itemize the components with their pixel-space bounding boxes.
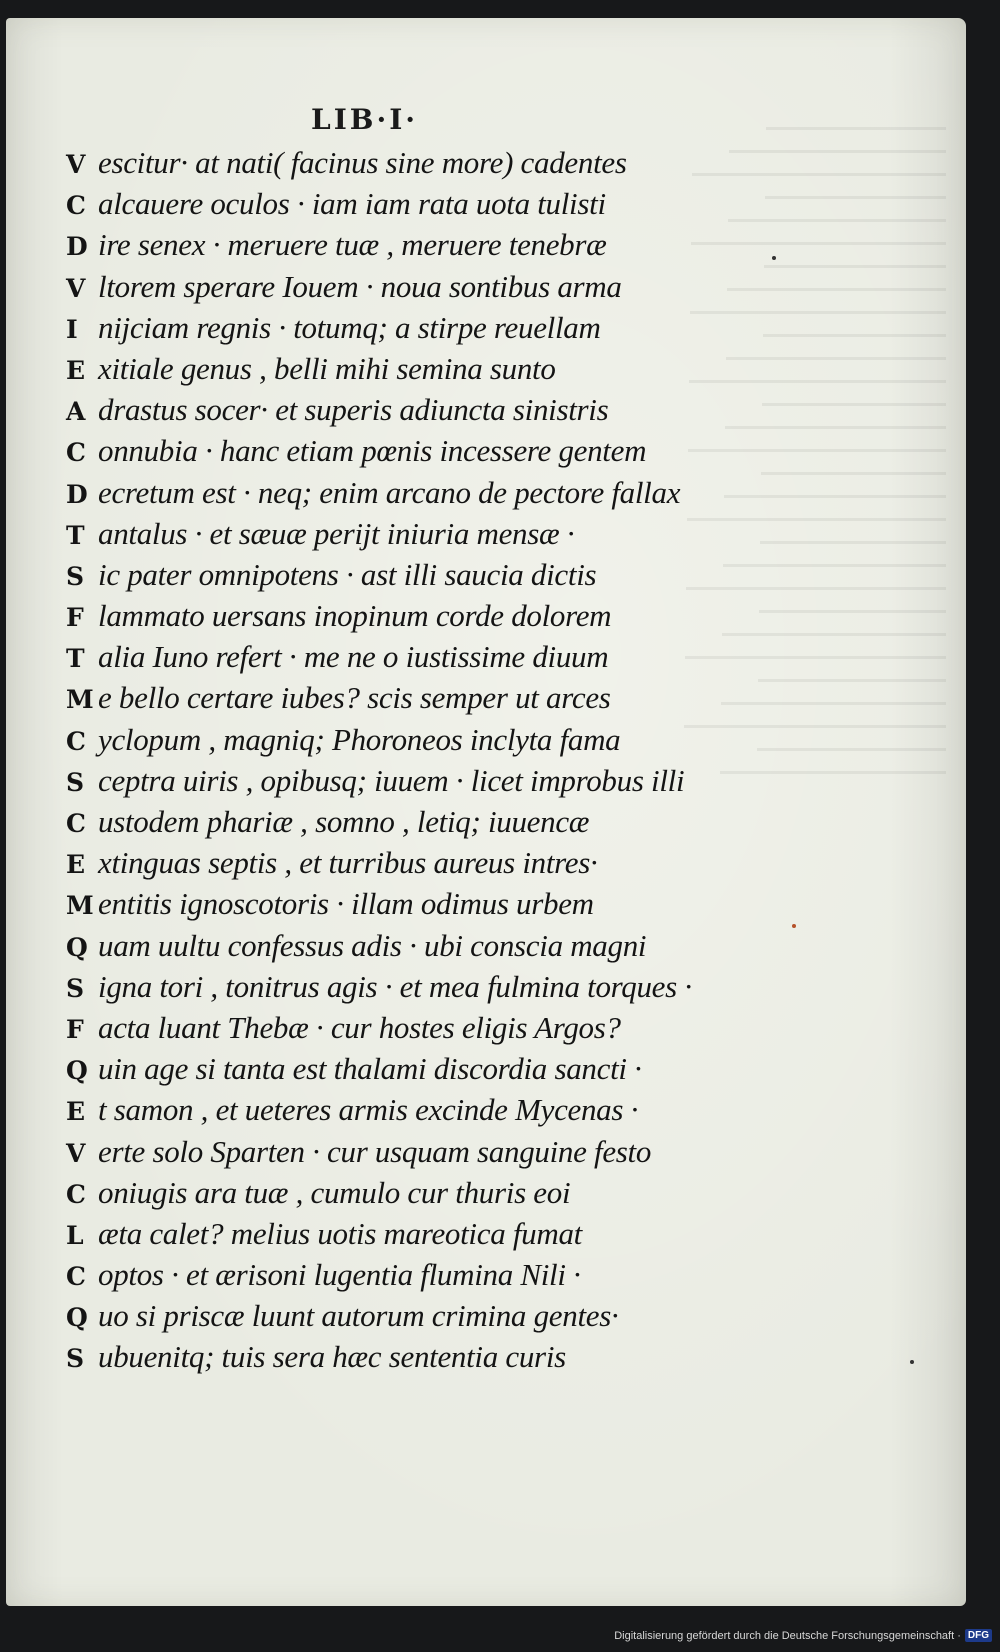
verse-line [66, 1007, 692, 1048]
show-through-line [720, 771, 946, 774]
show-through-line [721, 702, 946, 705]
verse-text: t samon , et ueteres armis excinde Mycenas · [98, 1092, 639, 1128]
verse-initial: F [66, 1014, 84, 1044]
verse-initial: C [66, 1262, 86, 1292]
show-through-line [729, 150, 946, 153]
verse-line [66, 595, 692, 636]
verse-text: lammato uersans inopinum corde dolorem [98, 598, 612, 634]
verse-initial: V [66, 1138, 86, 1168]
verse-text: drastus socer· et superis adiuncta sinistris [98, 392, 609, 428]
credit-text: Digitalisierung gefördert durch die Deutsche Forschungsgemeinschaft · [614, 1629, 961, 1642]
verse-line [66, 224, 692, 265]
verse-line [66, 142, 692, 183]
verse-text: alcauere oculos · iam iam rata uota tulisti [98, 186, 606, 222]
verse-line [66, 430, 692, 471]
show-through-line [725, 426, 946, 429]
show-through-line [685, 656, 946, 659]
show-through-line [726, 357, 946, 360]
verse-text: igna tori , tonitrus agis · et mea fulmina torques · [98, 968, 692, 1004]
ink-speck [910, 1360, 914, 1364]
verse-line [66, 1172, 692, 1213]
show-through-line [761, 472, 946, 475]
verse-text: oniugis ara tuæ , cumulo cur thuris eoi [98, 1174, 571, 1210]
verse-text: erte solo Sparten · cur usquam sanguine festo [98, 1133, 652, 1169]
verse-initial: C [66, 191, 86, 221]
page-header: LIB·I· [311, 103, 419, 136]
verse-text: æta calet? melius uotis mareotica fumat [98, 1215, 582, 1251]
show-through-line [762, 403, 946, 406]
verse-initial: C [66, 726, 86, 756]
verse-initial: Q [66, 1056, 88, 1086]
verse-line [66, 266, 692, 307]
show-through-line [689, 380, 946, 383]
show-through-line [764, 265, 946, 268]
verse-text: ltorem sperare Iouem · noua sontibus arma [98, 268, 622, 304]
verse-initial: D [66, 479, 88, 509]
verse-initial: C [66, 1179, 86, 1209]
verse-line [66, 348, 692, 389]
show-through-line [760, 541, 946, 544]
verse-line [66, 1254, 692, 1295]
verse-initial: F [66, 603, 84, 633]
verse-initial: D [66, 232, 88, 262]
show-through-line [765, 196, 946, 199]
verse-line [66, 1336, 692, 1377]
show-through-line [759, 610, 946, 613]
verse-initial: M [66, 685, 94, 715]
show-through-line [686, 587, 946, 590]
verse-line [66, 883, 692, 924]
verse-initial: E [66, 1097, 86, 1127]
verse-text: ceptra uiris , opibusq; iuuem · licet improbus illi [98, 762, 685, 798]
verse-line [66, 1213, 692, 1254]
verse-initial: E [66, 355, 86, 385]
verse-text: e bello certare iubes? scis semper ut arces [98, 680, 611, 716]
verse-line [66, 183, 692, 224]
verse-line [66, 554, 692, 595]
show-through-line [727, 288, 946, 291]
show-through-line [692, 173, 946, 176]
verse-text: xitiale genus , belli mihi semina sunto [98, 350, 556, 386]
verse-line [66, 966, 692, 1007]
verse-initial: E [66, 850, 86, 880]
show-through-line [723, 564, 946, 567]
verse-text: uin age si tanta est thalami discordia sancti · [98, 1051, 642, 1087]
book-page [6, 18, 966, 1606]
verse-text: onnubia · hanc etiam pœnis incessere gentem [98, 433, 647, 469]
verse-line [66, 1089, 692, 1130]
verse-initial: V [66, 273, 86, 303]
verse-line [66, 842, 692, 883]
verse-list [66, 142, 692, 1378]
dfg-logo: DFG [965, 1629, 992, 1642]
ink-speck [792, 924, 796, 928]
verse-line [66, 925, 692, 966]
show-through-line [766, 127, 946, 130]
verse-text: ire senex · meruere tuæ , meruere tenebræ [98, 227, 607, 263]
verse-line [66, 513, 692, 554]
verse-text: ic pater omnipotens · ast illi saucia dictis [98, 556, 597, 592]
verse-text: alia Iuno refert · me ne o iustissime diuum [98, 639, 609, 675]
verse-initial: S [66, 767, 85, 797]
verse-line [66, 1295, 692, 1336]
verse-initial: Q [66, 1303, 88, 1333]
verse-initial: S [66, 561, 85, 591]
verse-line [66, 307, 692, 348]
verse-initial: Q [66, 932, 88, 962]
verse-initial: M [66, 891, 94, 921]
verse-text: ustodem phariæ , somno , letiq; iuuencæ [98, 804, 590, 839]
verse-initial: T [66, 520, 85, 550]
show-through-line [684, 725, 946, 728]
verse-initial: C [66, 438, 86, 468]
show-through-line [690, 311, 946, 314]
verse-text: uam uultu confessus adis · ubi conscia magni [98, 927, 647, 963]
verse-line [66, 389, 692, 430]
show-through-line [722, 633, 946, 636]
show-through-line [757, 748, 946, 751]
verse-text: optos · et ærisoni lugentia flumina Nili · [98, 1257, 581, 1293]
show-through-line [691, 242, 946, 245]
show-through-line [688, 449, 946, 452]
verse-line [66, 801, 692, 842]
show-through-line [758, 679, 946, 682]
verse-text: ecretum est · neq; enim arcano de pectore fallax [98, 474, 681, 510]
verse-initial: T [66, 644, 85, 674]
verse-line [66, 719, 692, 760]
verse-initial: I [66, 314, 78, 344]
verse-text: acta luant Thebæ · cur hostes eligis Argos? [98, 1009, 621, 1045]
verse-line [66, 1131, 692, 1172]
verse-line [66, 760, 692, 801]
verse-initial: S [66, 1344, 85, 1374]
verse-text: antalus · et sæuæ perijt iniuria mensæ · [98, 515, 575, 551]
show-through-line [687, 518, 946, 521]
verse-text: yclopum , magniq; Phoroneos inclyta fama [98, 721, 621, 757]
verse-line [66, 1048, 692, 1089]
verse-text: nijciam regnis · totumq; a stirpe reuellam [98, 309, 601, 345]
ink-speck [772, 256, 776, 260]
verse-initial: A [66, 397, 86, 427]
verse-text: escitur· at nati( facinus sine more) cadentes [98, 145, 627, 180]
verse-initial: V [66, 150, 86, 179]
verse-initial: C [66, 809, 86, 838]
verse-text: uo si priscæ luunt autorum crimina gentes· [98, 1298, 619, 1334]
show-through-line [724, 495, 946, 498]
show-through-line [728, 219, 946, 222]
verse-initial: S [66, 973, 85, 1003]
verse-line [66, 677, 692, 718]
digitization-credit [614, 1629, 992, 1642]
verse-text: xtinguas septis , et turribus aureus intres· [98, 845, 598, 881]
verse-line [66, 636, 692, 677]
verse-text: entitis ignoscotoris · illam odimus urbem [98, 886, 594, 922]
verse-line [66, 472, 692, 513]
verse-text: ubuenitq; tuis sera hæc sententia curis [98, 1339, 566, 1375]
verse-initial: L [66, 1220, 84, 1250]
show-through-line [763, 334, 946, 337]
